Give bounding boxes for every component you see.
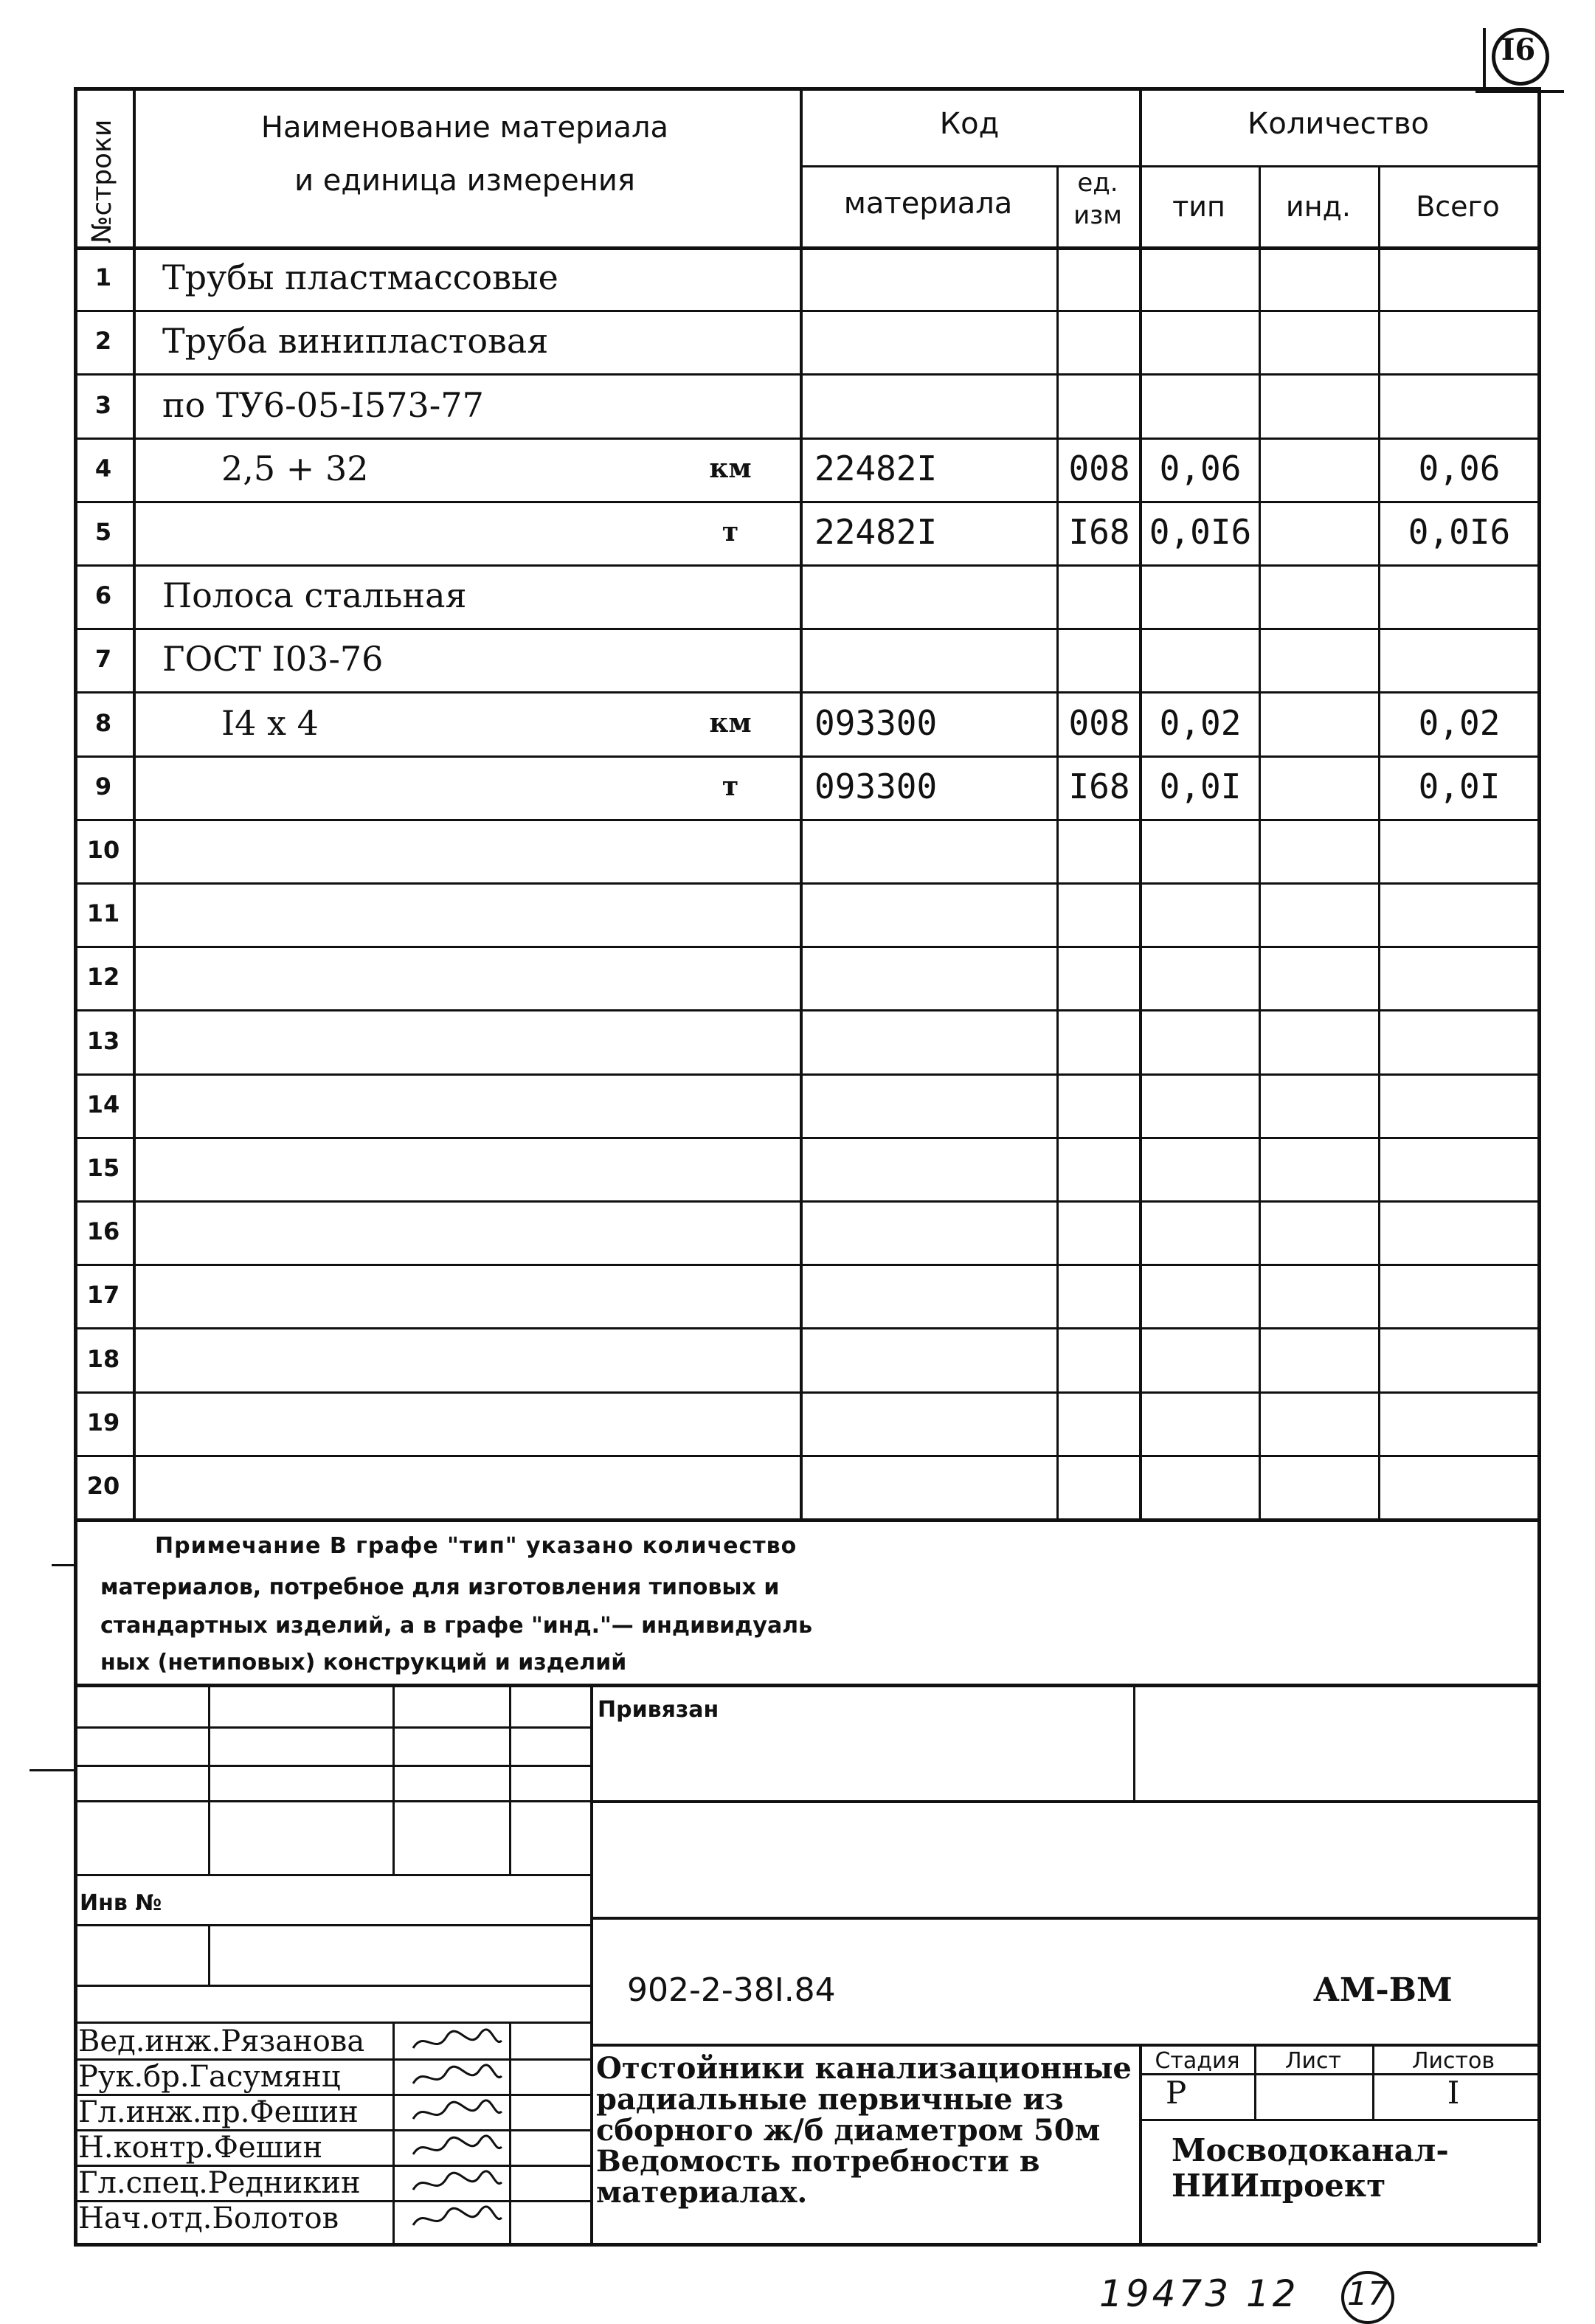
row-number: 17 [86, 1281, 120, 1309]
row-tip: 0,0I [1159, 767, 1242, 806]
row-number: 18 [86, 1345, 120, 1373]
stamp-right-row [590, 2044, 1537, 2047]
footer-handwritten: 19473 12 [1099, 2272, 1299, 2315]
page-number: I6 [1501, 32, 1536, 67]
stamp-right-row [590, 1917, 1537, 1920]
row-line [74, 1073, 1537, 1076]
margin-tick [1483, 28, 1486, 87]
handwritten-signature [409, 2097, 505, 2129]
stamp-left-row [74, 1726, 590, 1729]
privyazan-label: Привязан [598, 1697, 719, 1723]
signature-entry: Н.контр.Фешин [78, 2131, 323, 2165]
row-name: ГОСТ I03-76 [162, 639, 384, 679]
note-line1: Примечание В графе "тип" указано количество [155, 1533, 798, 1559]
row-line [74, 691, 1537, 694]
row-number: 9 [94, 772, 112, 800]
signature-col-line [392, 2022, 395, 2243]
row-unit: км [709, 708, 752, 739]
row-ed: I68 [1068, 767, 1130, 806]
row-vsego: 0,02 [1418, 703, 1501, 743]
list-label: Лист [1284, 2048, 1342, 2074]
title-line2: радиальные первичные из [596, 2082, 1064, 2117]
stamp-left-col [208, 1924, 210, 1985]
header-name-line2: и единица измерения [294, 164, 635, 198]
row-number: 16 [86, 1217, 120, 1245]
col-line-tip [1259, 165, 1261, 1518]
header-kod: Код [939, 107, 1000, 141]
stamp-left-col [208, 1684, 210, 1874]
row-number: 14 [86, 1090, 120, 1118]
row-line [74, 946, 1537, 948]
margin-tick [52, 1564, 74, 1566]
row-number: 6 [94, 581, 112, 609]
header-materiala: материала [843, 187, 1013, 221]
stamp-left-row [74, 1874, 590, 1876]
row-number: 5 [94, 518, 112, 546]
handwritten-signature [409, 2132, 505, 2165]
row-unit: т [722, 771, 739, 802]
handwritten-signature [409, 2168, 505, 2200]
row-number: 12 [86, 963, 120, 991]
row-line [74, 755, 1537, 758]
stadiya-value: Р [1166, 2075, 1187, 2111]
row-line [74, 819, 1537, 821]
row-line [74, 628, 1537, 630]
row-number: 1 [94, 263, 112, 291]
stamp-org-line [1139, 2119, 1537, 2121]
row-line [74, 310, 1537, 312]
stamp-left-col [392, 1684, 395, 1874]
note-line4: ных (нетиповых) конструкций и изделий [100, 1650, 627, 1675]
header-mid-line [800, 165, 1537, 167]
header-tip: тип [1172, 190, 1225, 223]
row-number: 7 [94, 645, 112, 673]
row-line [74, 1455, 1537, 1457]
stamp-left-col [509, 1684, 511, 1874]
col-line-code [1056, 165, 1059, 1518]
row-name: по ТУ6-05-I573-77 [162, 385, 484, 425]
row-line [74, 1200, 1537, 1203]
stamp-left-row [74, 1765, 590, 1767]
doc-mark: АМ-ВМ [1313, 1971, 1453, 2009]
row-line [74, 1327, 1537, 1329]
title-line4: Ведомость потребности в [596, 2144, 1040, 2179]
title-line5: материалах. [596, 2175, 808, 2210]
signature-entry: Нач.отд.Болотов [78, 2202, 339, 2235]
row-tip: 0,02 [1159, 703, 1242, 743]
doc-code: 902-2-38I.84 [627, 1971, 836, 2009]
stamp-left-row [74, 2022, 590, 2024]
row-unit: км [709, 453, 752, 484]
header-vsego: Всего [1416, 190, 1500, 223]
stamp-bottom-line [74, 2243, 1537, 2247]
stamp-divider [590, 1684, 593, 2243]
row-line [74, 1009, 1537, 1011]
row-number: 15 [86, 1154, 120, 1182]
header-kolichestvo: Количество [1247, 107, 1429, 141]
row-vsego: 0,0I [1418, 767, 1501, 806]
title-line1: Отстойники канализационные [596, 2051, 1132, 2086]
inv-no-label: Инв № [80, 1890, 162, 1916]
footer-circled: 17 [1347, 2275, 1388, 2313]
row-ed: 008 [1068, 703, 1130, 743]
margin-tick [30, 1769, 74, 1771]
listov-label: Листов [1411, 2048, 1495, 2074]
note-top-line [74, 1518, 1537, 1522]
row-line [74, 501, 1537, 503]
row-name: Трубы пластмассовые [162, 257, 558, 297]
row-line [74, 1137, 1537, 1139]
header-name-line1: Наименование материала [260, 111, 669, 145]
row-vsego: 0,0I6 [1408, 512, 1511, 552]
stadiya-label: Стадия [1155, 2048, 1240, 2074]
row-code: 22482I [814, 449, 938, 488]
row-number: 10 [86, 836, 120, 864]
row-code: 22482I [814, 512, 938, 552]
note-line3: стандартных изделий, а в графе "инд."— индивидуаль [100, 1613, 813, 1639]
stamp-right-row [590, 1800, 1537, 1803]
row-name: Полоса стальная [162, 575, 467, 615]
stamp-right-col [1133, 1684, 1135, 1800]
signature-entry: Гл.спец.Редникин [78, 2166, 361, 2200]
header-izm: изм [1073, 201, 1122, 230]
row-name: 2,5 + 32 [221, 449, 369, 488]
header-ed: ед. [1077, 168, 1118, 198]
handwritten-signature [409, 2203, 505, 2235]
signature-col-line [509, 2022, 511, 2243]
listov-value: I [1447, 2075, 1460, 2111]
row-number: 13 [86, 1027, 120, 1055]
org-line2: НИИпроект [1172, 2168, 1386, 2204]
row-line [74, 882, 1537, 885]
header-bottom-line [74, 246, 1537, 250]
col-line-ind [1378, 165, 1380, 1518]
signature-entry: Гл.инж.пр.Фешин [78, 2095, 359, 2129]
row-number: 19 [86, 1408, 120, 1436]
handwritten-signature [409, 2026, 505, 2058]
row-line [74, 1264, 1537, 1266]
row-code: 093300 [814, 767, 938, 806]
row-tip: 0,0I6 [1149, 512, 1252, 552]
signature-entry: Рук.бр.Гасумянц [78, 2060, 341, 2094]
stamp-top-line [74, 1684, 1537, 1687]
row-line [74, 438, 1537, 440]
table-border-right [1537, 87, 1541, 2243]
table-border-top [74, 87, 1537, 91]
stamp-left-row [74, 1924, 590, 1926]
header-ind: инд. [1286, 190, 1351, 223]
stamp-left-row [74, 1800, 590, 1802]
stamp-left-row [74, 1985, 590, 1987]
row-number: 2 [94, 327, 112, 355]
row-number: 11 [86, 899, 120, 927]
org-line1: Мосводоканал- [1172, 2132, 1449, 2168]
col-line-num [133, 87, 136, 1518]
row-number: 8 [94, 709, 112, 737]
header-nstroki: №строки [87, 119, 117, 243]
row-number: 20 [86, 1472, 120, 1500]
row-ed: 008 [1068, 449, 1130, 488]
row-line [74, 1391, 1537, 1394]
note-line2: материалов, потребное для изготовления типовых и [100, 1574, 780, 1600]
row-number: 3 [94, 391, 112, 419]
row-tip: 0,06 [1159, 449, 1242, 488]
row-vsego: 0,06 [1418, 449, 1501, 488]
title-line3: сборного ж/б диаметром 50м [596, 2113, 1101, 2148]
row-line [74, 373, 1537, 376]
table-border-left [74, 87, 77, 2243]
row-ed: I68 [1068, 512, 1130, 552]
signature-entry: Вед.инж.Рязанова [78, 2024, 365, 2058]
row-unit: т [722, 516, 739, 547]
handwritten-signature [409, 2061, 505, 2094]
row-line [74, 564, 1537, 567]
row-number: 4 [94, 454, 112, 483]
row-name: Труба винипластовая [162, 321, 549, 361]
row-name: I4 х 4 [221, 703, 319, 743]
col-line-name [800, 87, 803, 1518]
row-code: 093300 [814, 703, 938, 743]
